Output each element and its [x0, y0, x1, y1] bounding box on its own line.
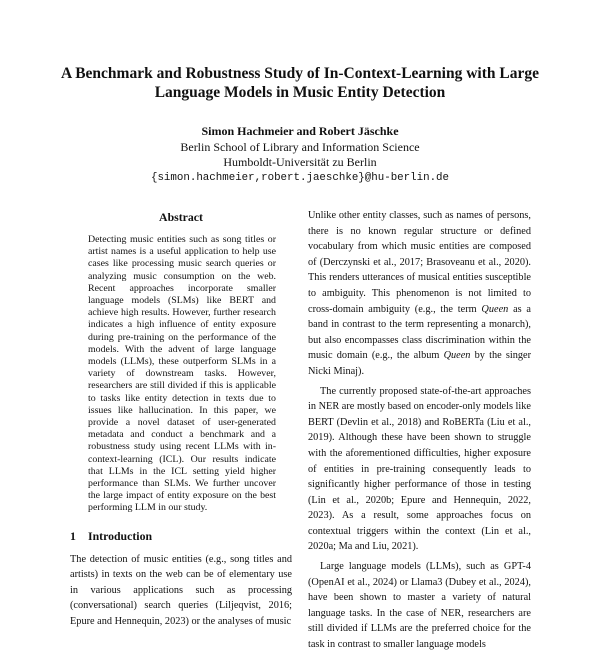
emphasis-queen: Queen [443, 350, 471, 362]
right-column [308, 208, 531, 653]
section-title: Introduction [88, 528, 153, 543]
left-column [70, 210, 292, 630]
section-number: 1 [70, 528, 76, 543]
paragraph-llms: Large language models (LLMs), such as GPT-4 (OpenAI et al., 2024) or Llama3 (Dubey et al., 2024), have been shown to master a variety of natural language tasks. In the case of NER, researchers are still divided if LLMs are the preferred choice for the task in contrast to smaller language models [308, 561, 531, 651]
author-block [100, 124, 500, 186]
abstract-text: Detecting music entities such as song titles or artist names is a useful application to help use cases like processing music search queries or analyzing music consumption on the web. Recent approaches incorporate smaller language models (SLMs) like BERT and achieve high results. However, further research indicates a high influence of entity exposure during pre-training on the performance of the models. With the advent of large language models (LLMs), these outperform SLMs in a variety of downstream tasks. However, researchers are still divided if this is applicable to tasks like entity detection in texts due to issues like hallucination. In this paper, we provide a novel dataset of user-generated metadata and conduct a benchmark and a robustness study using recent LLMs with in-context-learning (ICL). Our results indicate that LLMs in the ICL setting yield higher performance than SLMs. We further uncover the large impact of entity exposure on the best performing LLM in our study. [88, 234, 276, 514]
paper-title: A Benchmark and Robustness Study of In-Context-Learning with Large Language Models in Music Entity Detection [61, 65, 539, 101]
paragraph-state-of-the-art: The currently proposed state-of-the-art approaches in NER are mostly based on encoder-only models like BERT (Devlin et al., 2018) and RoBERTa (Liu et al., 2019). Although these have been shown to struggle with the aforementioned difficulties, higher exposure of entities in pre-training consequently leads to significantly higher performance of those in testing (Lin et al., 2020b; Epure and Hennequin, 2022, 2023). As a result, some approaches focus on contextual triggers within the context (Lin et al., 2020a; Ma and Liu, 2021). [308, 385, 531, 553]
section-heading-introduction [70, 529, 292, 544]
affiliation-university: Humboldt-Universität zu Berlin [223, 155, 377, 169]
abstract-heading: Abstract [159, 210, 203, 224]
paragraph-text: by the singer Nicki Minaj). [308, 350, 532, 377]
affiliation-school: Berlin School of Library and Information Science [180, 139, 420, 154]
author-names: Simon Hachmeier and Robert Jäschke [201, 124, 399, 138]
introduction-paragraph: The detection of music entities (e.g., song titles and artists) in texts on the web can be of elementary use in various applications such as processing (conversational) search queries (Liljeqvist, 2016; Epure and Hennequin, 2023) or the analyses of music [70, 553, 292, 628]
paragraph-text: Unlike other entity classes, such as names of persons, there is no known regular structure or defined vocabulary from which music entities are composed of (Derczynski et al., 2017; Brasoveanu et al., 2020). This renders utterances of musical entities susceptible to ambiguity. This phenomenon is not limited to cross-domain ambiguity (e.g., the term [308, 210, 531, 315]
author-email: {simon.hachmeier,robert.jaeschke}@hu-berlin.de [150, 171, 450, 184]
paragraph-entity-ambiguity [308, 208, 531, 380]
paragraph-text: as a band in contrast to the term representing a monarch), but also encompasses class discrimination within the music domain (e.g., the album [308, 303, 531, 362]
emphasis-queen: Queen [481, 303, 509, 315]
